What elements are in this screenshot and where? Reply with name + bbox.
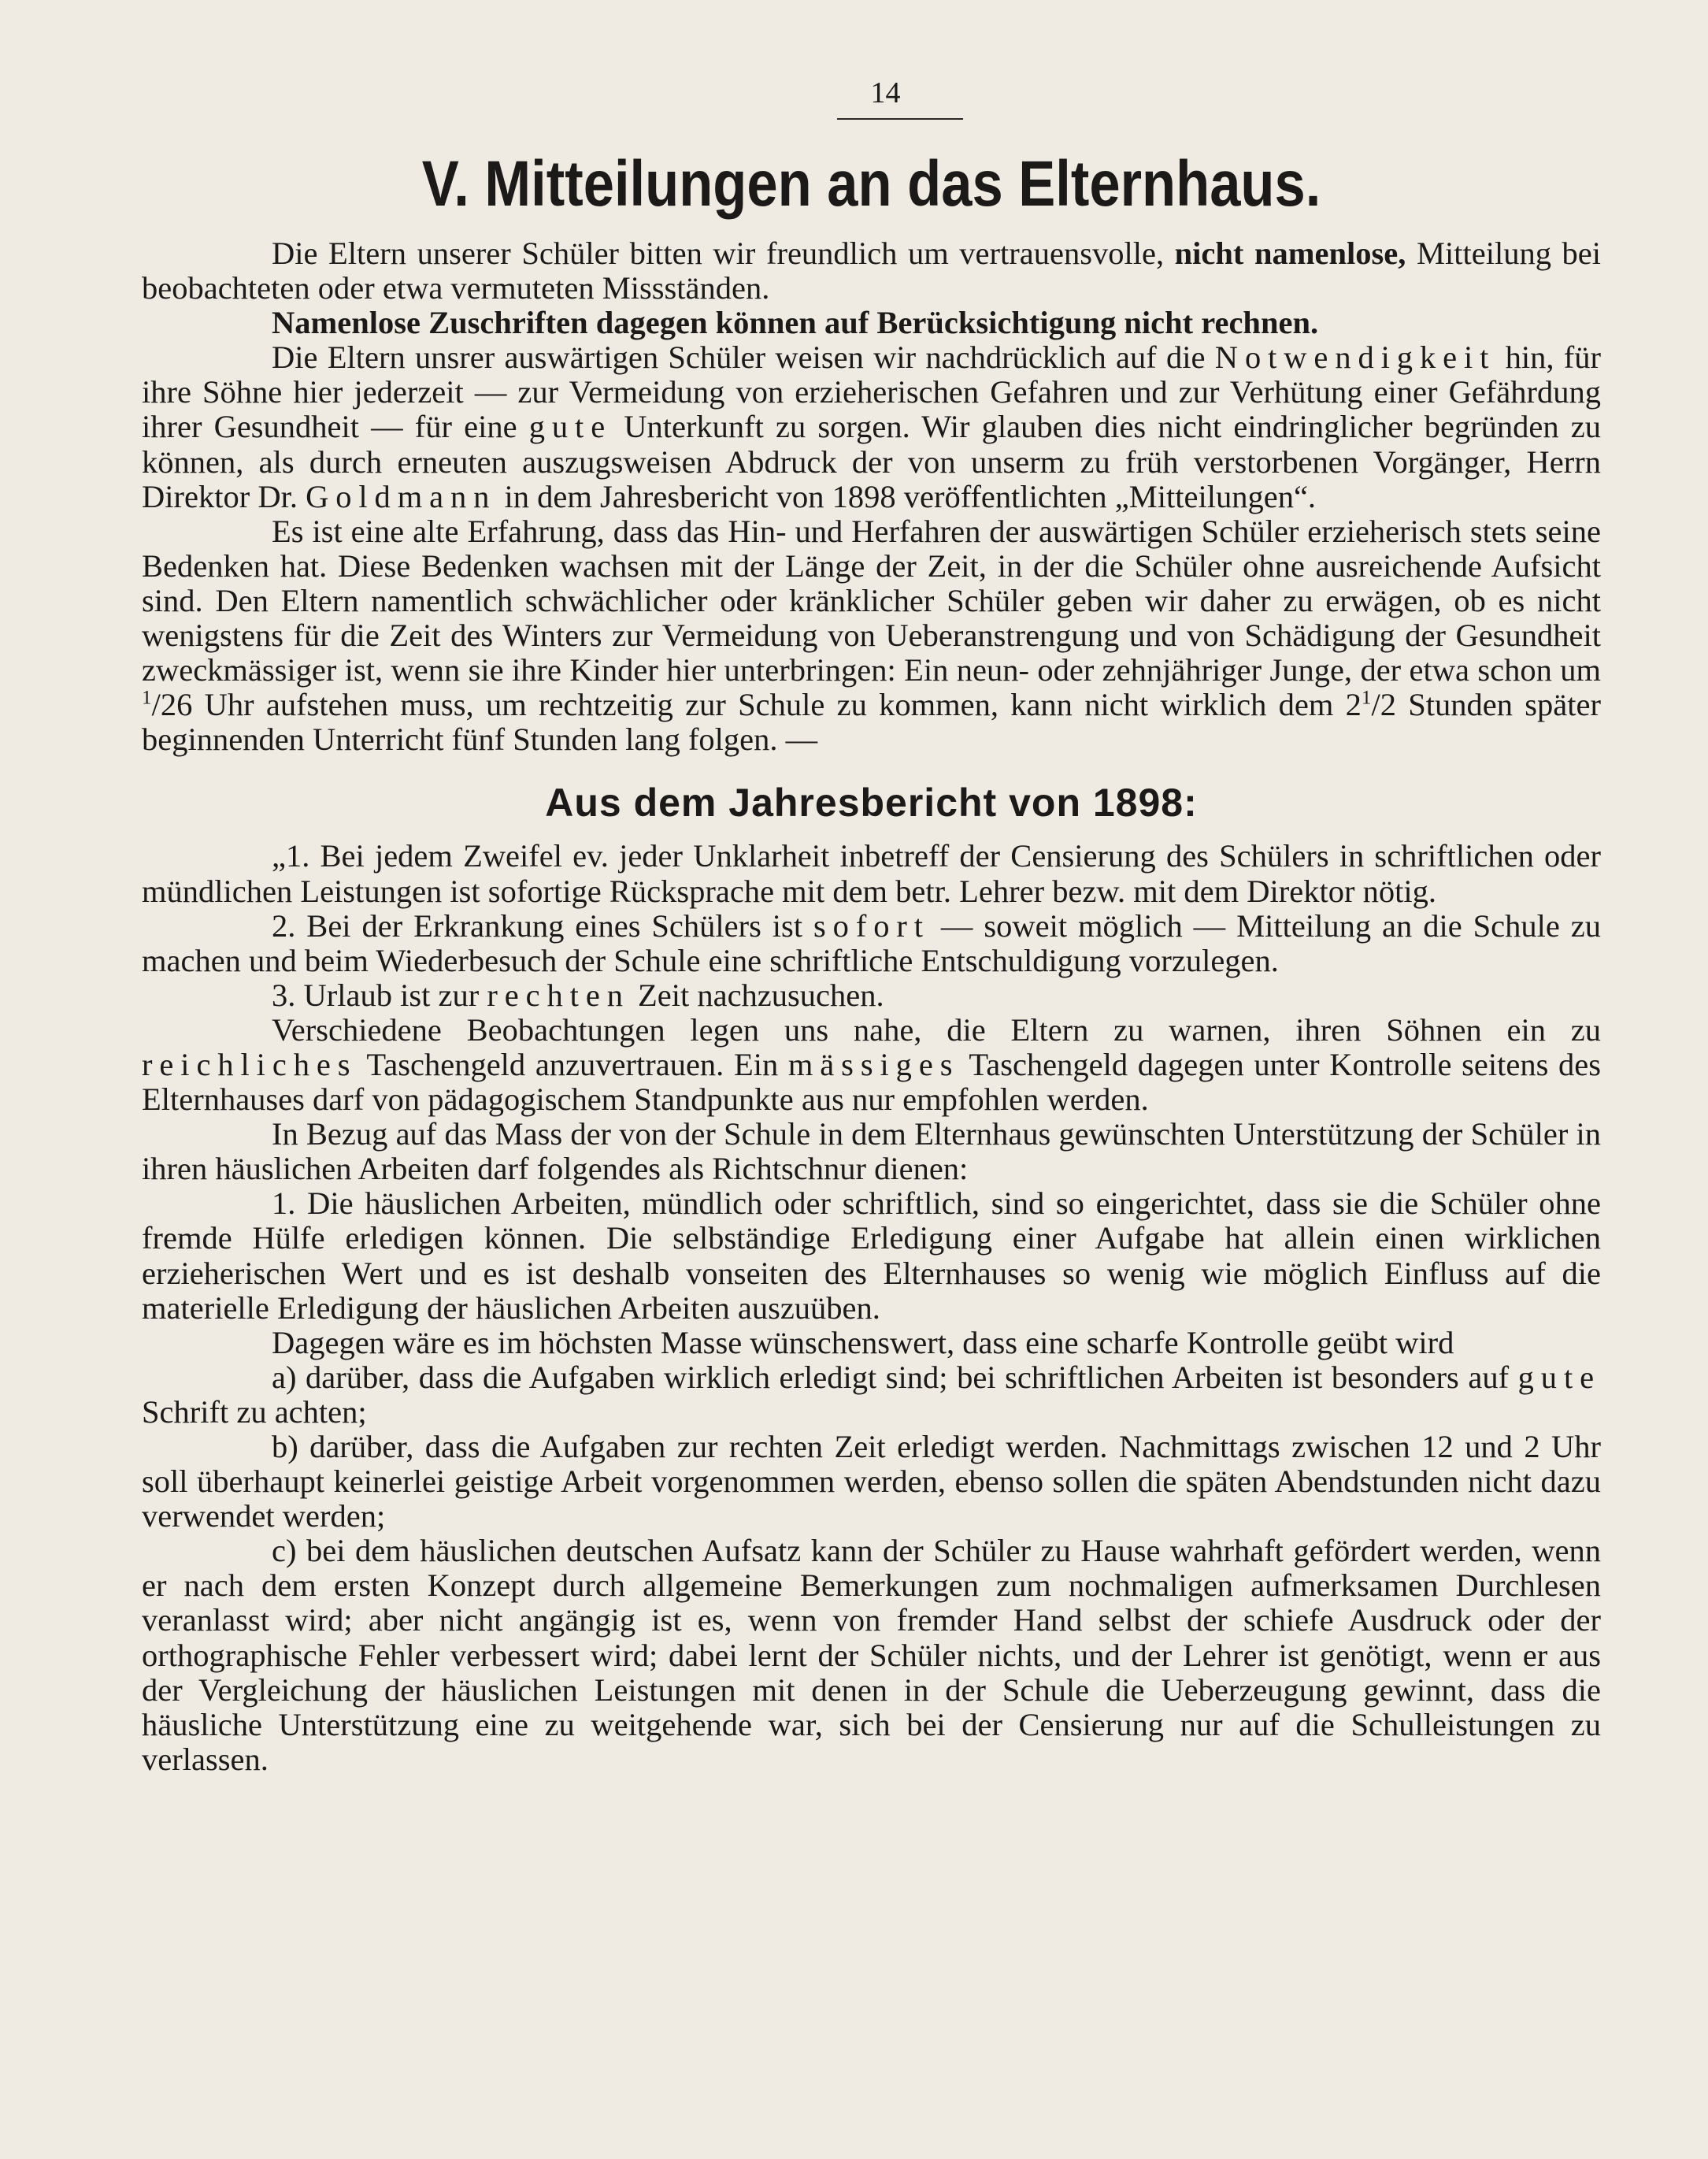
control-item-b: b) darüber, dass die Aufgaben zur rechten Zeit erledigt werden. Nachmittags zwischen 12 und 2 Uhr soll überhaupt keinerlei geistige Arbeit vorgenommen werden, ebenso sollen die späten Abendstunden nicht dazu verwendet werden; [142,1429,1601,1534]
report-item-2: 2. Bei der Erkrankung eines Schülers ist sofort — soweit möglich — Mitteilung an die Schule zu machen und beim Wiederbesuch der Schule eine schriftliche Entschuldigung vorzulegen. [142,907,1601,978]
control-item-c: c) bei dem häuslichen deutschen Aufsatz kann der Schüler zu Hause wahrhaft gefördert werden, wenn er nach dem ersten Konzept durch allgemeine Bemerkungen zum nochmaligen aufmerksamen Durchlesen veranlasst wird; aber nicht angängig ist es, wenn von fremder Hand selbst der schiefe Ausdruck oder der orthographische Fehler verbessert wird; dabei lernt der Schüler nichts, und der Lehrer ist genötigt, wenn er aus der Vergleichung der häuslichen Leistungen mit denen in der Schule die Ueberzeugung gewinnt, dass die häusliche Unterstützung eine zu weitgehende war, sich bei der Censierung nur auf die Schulleistungen zu verlassen. [142,1533,1601,1777]
report-item-1: „1. Bei jedem Zweifel ev. jeder Unklarheit inbetreff der Censierung des Schülers in schriftlichen oder mündlichen Leistungen ist sofortige Rücksprache mit dem betr. Lehrer bezw. mit dem Direktor nötig. [142,838,1601,909]
paragraph-commuting: Es ist eine alte Erfahrung, dass das Hin- und Herfahren der auswärtigen Schüler erzieherisch stets seine Bedenken hat. Diese Bedenken wachsen mit der Länge der Zeit, in der die Schüler ohne ausreichende Aufsicht sind. Den Eltern namentlich schwächlicher oder kränklicher Schüler geben wir daher zu erwägen, ob es nicht wenigstens für die Zeit des Winters zur Vermeidung von Ueberanstrengung und von Schädigung der Gesundheit zweckmässiger ist, wenn sie ihre Kinder hier unterbringen: Ein neun- oder zehnjähriger Junge, der etwa schon um $^1$/26 Uhr aufstehen muss, um rechtzeitig zur Schule zu kommen, kann nicht wirklich dem $2^1/2$ Stunden später beginnenden Unterricht fünf Stunden lang folgen. — [142,513,1601,758]
paragraph-control: Dagegen wäre es im höchsten Masse wünschenswert, dass eine scharfe Kontrolle geübt wird [272,1324,1454,1360]
paragraph-external-students: Die Eltern unsrer auswärtigen Schüler weisen wir nachdrücklich auf die Notwendigkeit hin, für ihre Söhne hier jederzeit — zur Vermeidung von erzieherischen Gefahren und zur Verhütung einer Gefährdung ihrer Gesundheit — für eine gute Unterkunft zu sorgen. Wir glauben dies nicht eindringlicher begründen zu können, als durch erneuten auszugsweisen Abdruck der von unserm zu früh verstorbenen Vorgänger, Herrn Direktor Dr. Goldmann in dem Jahresbericht von 1898 veröffentlichten „Mitteilungen“. [142,339,1601,514]
control-item-a: a) darüber, dass die Aufgaben wirklich erledigt sind; bei schriftlichen Arbeiten ist besonders auf gute Schrift zu achten; [142,1359,1601,1430]
paragraph-anonymous-notice: Namenlose Zuschriften dagegen können auf Berücksichtigung nicht rechnen. [272,305,1319,341]
chapter-title: V. Mitteilungen an das Elternhaus. [421,148,1321,220]
page-number-rule [837,118,963,120]
body-text [142,236,1601,1777]
report-item-3: 3. Urlaub ist zur rechten Zeit nachzusuchen. [272,977,884,1013]
section-heading: Aus dem Jahresbericht von 1898: [545,781,1198,825]
paragraph-request-communication: Die Eltern unserer Schüler bitten wir freundlich um vertrauensvolle, nicht namenlose, Mitteilung bei beobachteten oder etwa vermuteten Missständen. [142,236,1601,306]
paragraph-home-support: In Bezug auf das Mass der von der Schule in dem Elternhaus gewünschten Unterstützung der Schüler in ihren häuslichen Arbeiten darf folgendes als Richtschnur dienen: [142,1116,1601,1187]
page-number: 14 [870,76,901,109]
paragraph-pocket-money: Verschiedene Beobachtungen legen uns nahe, die Eltern zu warnen, ihren Söhnen ein zu reichliches Taschengeld anzuvertrauen. Ein mässiges Taschengeld dagegen unter Kontrolle seitens des Elternhauses darf von pädagogischem Standpunkte aus nur empfohlen werden. [142,1011,1601,1118]
homework-item-1: 1. Die häuslichen Arbeiten, mündlich oder schriftlich, sind so eingerichtet, dass sie die Schüler ohne fremde Hülfe erledigen können. Die selbständige Erledigung einer Aufgabe hat allein einen wirklichen erzieherischen Wert und es ist deshalb vonseiten des Elternhauses so wenig wie möglich Einfluss auf die materielle Erledigung der häuslichen Arbeiten auszuüben. [142,1185,1601,1326]
